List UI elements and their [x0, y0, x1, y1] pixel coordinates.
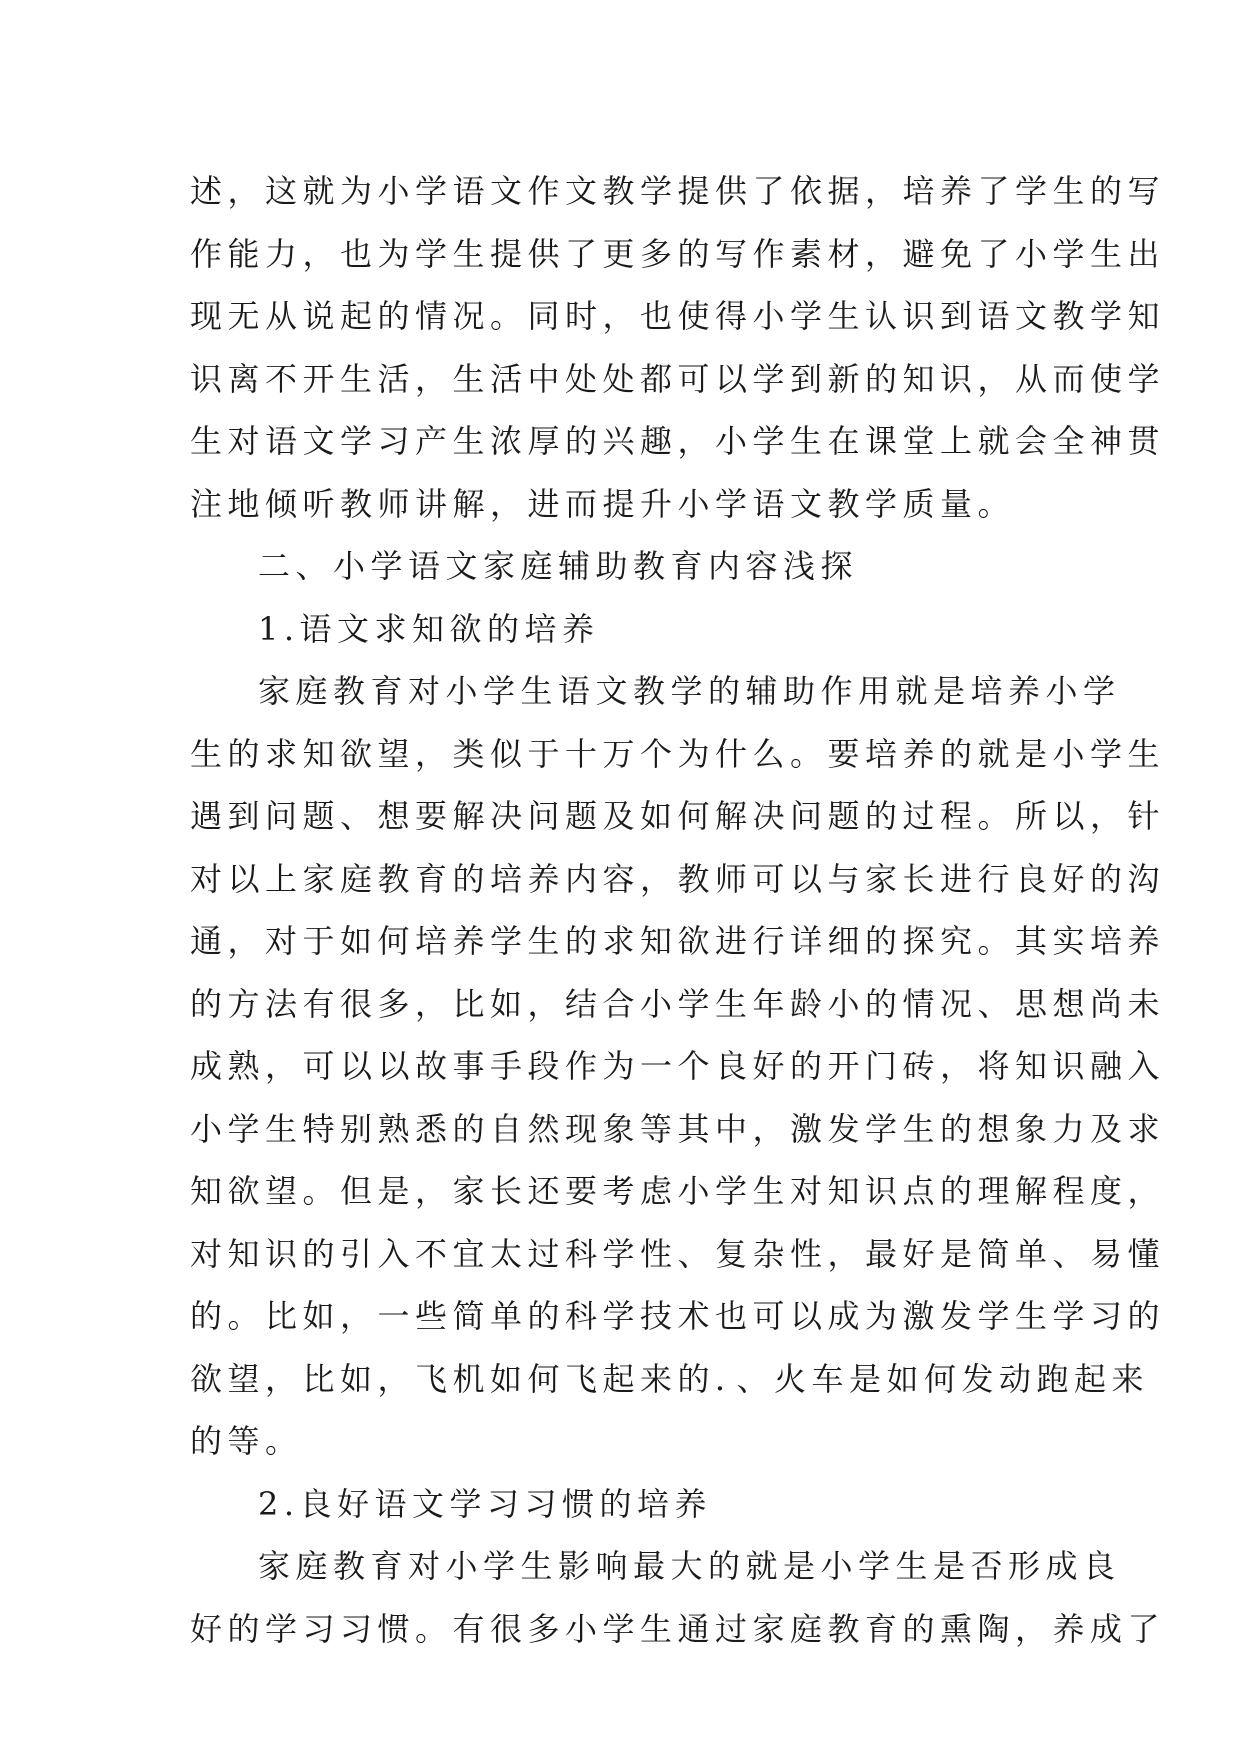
body-text-line: 家庭教育对小学生语文教学的辅助作用就是培养小学: [258, 672, 1121, 710]
document-body: [190, 160, 1166, 1660]
body-text-line: 成熟，可以以故事手段作为一个良好的开门砖，将知识融入: [190, 1047, 1166, 1085]
body-text-line: 知欲望。但是，家长还要考虑小学生对知识点的理解程度，: [190, 1172, 1166, 1210]
body-text-line: 遇到问题、想要解决问题及如何解决问题的过程。所以，针: [190, 797, 1166, 835]
section-heading: 二、小学语文家庭辅助教育内容浅探: [258, 547, 859, 585]
body-text-line: 对知识的引入不宜太过科学性、复杂性，最好是简单、易懂: [190, 1234, 1166, 1273]
body-text-line: 作能力，也为学生提供了更多的写作素材，避免了小学生出: [190, 234, 1166, 273]
body-text-line: 通，对于如何培养学生的求知欲进行详细的探究。其实培养: [190, 922, 1166, 960]
body-text-line: 现无从说起的情况。同时，也使得小学生认识到语文教学知: [190, 297, 1166, 335]
subsection-heading: 1.语文求知欲的培养: [258, 609, 600, 648]
subsection-heading: 2.良好语文学习习惯的培养: [258, 1484, 713, 1523]
body-text-line: 欲望，比如，飞机如何飞起来的．、火车是如何发动跑起来: [190, 1359, 1150, 1398]
body-text-line: 小学生特别熟悉的自然现象等其中，激发学生的想象力及求: [190, 1109, 1166, 1148]
body-text-line: 识离不开生活，生活中处处都可以学到新的知识，从而使学: [190, 359, 1166, 398]
body-text-line: 注地倾听教师讲解，进而提升小学语文教学质量。: [190, 484, 1016, 523]
body-text-line: 的方法有很多，比如，结合小学生年龄小的情况、思想尚未: [190, 984, 1166, 1023]
body-text-line: 好的学习习惯。有很多小学生通过家庭教育的熏陶，养成了: [190, 1609, 1166, 1648]
body-text-line: 生对语文学习产生浓厚的兴趣，小学生在课堂上就会全神贯: [190, 422, 1166, 460]
body-text-line: 的。比如，一些简单的科学技术也可以成为激发学生学习的: [190, 1297, 1166, 1335]
body-text-line: 对以上家庭教育的培养内容，教师可以与家长进行良好的沟: [190, 859, 1166, 898]
body-text-line: 生的求知欲望，类似于十万个为什么。要培养的就是小学生: [190, 734, 1166, 773]
body-text-line: 述，这就为小学语文作文教学提供了依据，培养了学生的写: [190, 172, 1166, 210]
body-text-line: 的等。: [190, 1422, 303, 1460]
body-text-line: 家庭教育对小学生影响最大的就是小学生是否形成良: [258, 1547, 1121, 1585]
